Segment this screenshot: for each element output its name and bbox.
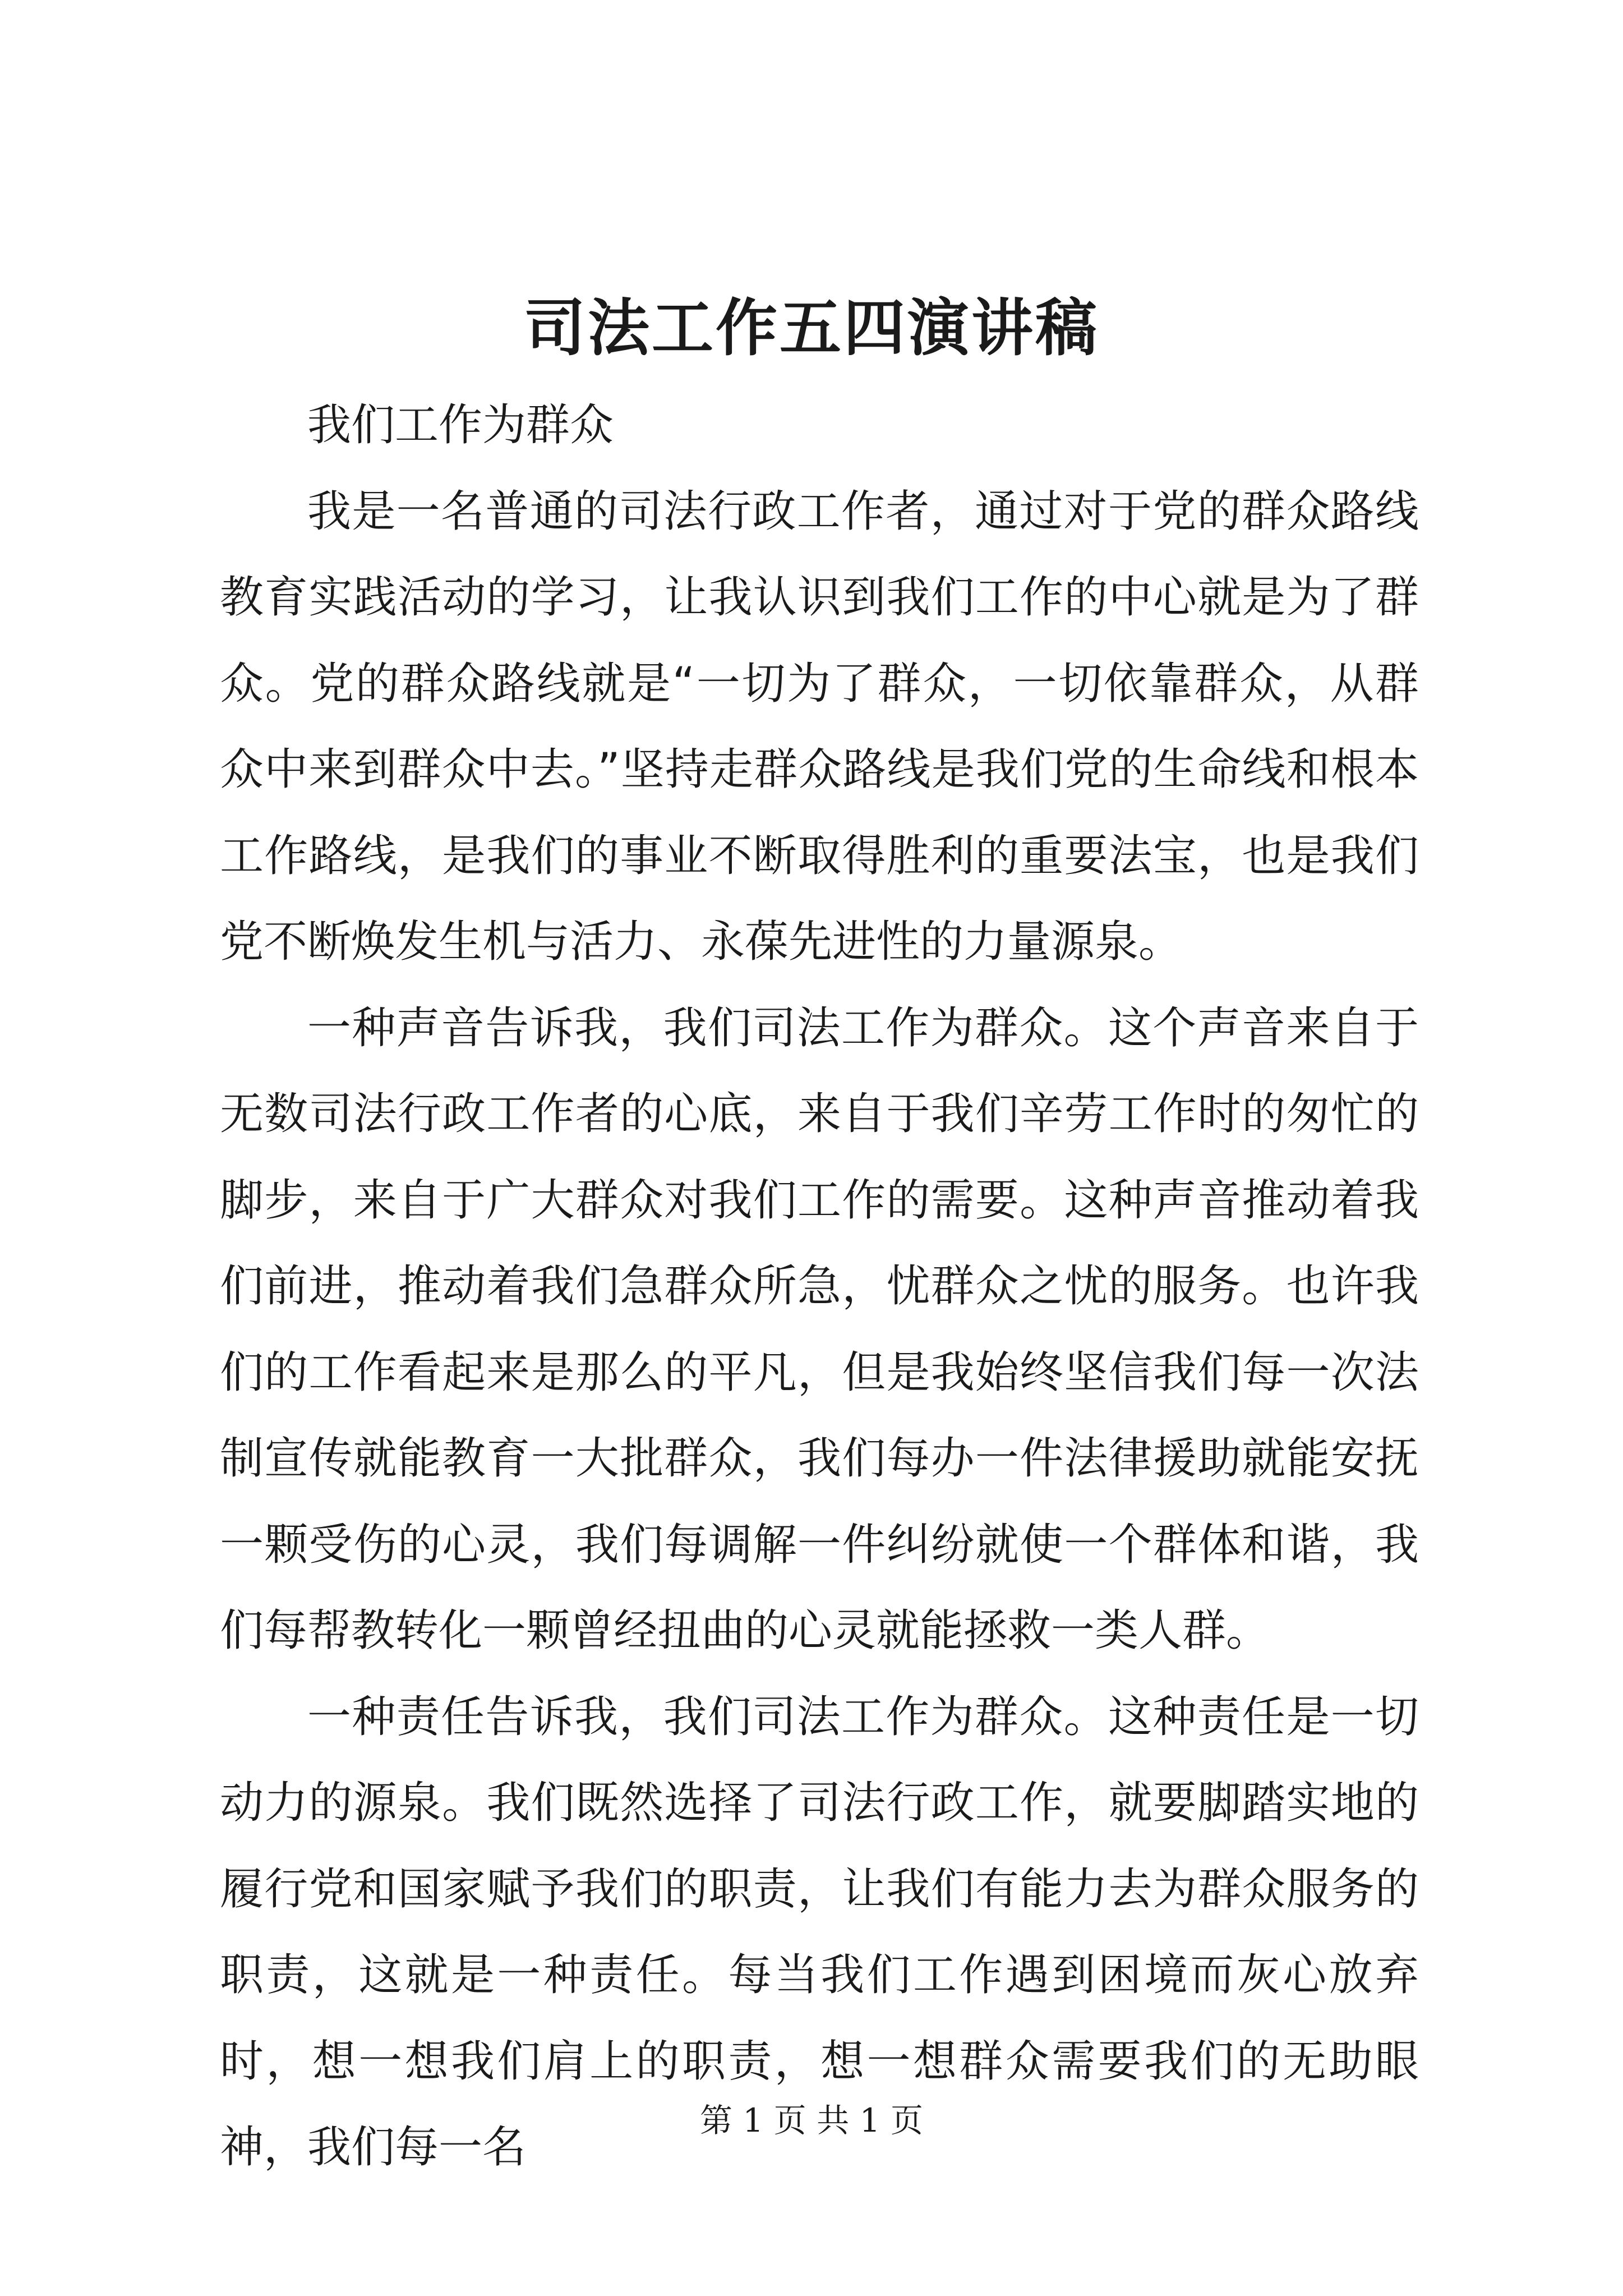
- document-title: 司法工作五四演讲稿: [524, 292, 1099, 364]
- page-footer: 第 1 页 共 1 页: [700, 2101, 923, 2139]
- paragraph: 一种声音告诉我，我们司法工作为群众。这个声音来自于无数司法行政工作者的心底，来自于我们辛劳工作时的匆忙的脚步，来自于广大群众对我们工作的需要。这种声音推动着我们前进，推动着我们急群众所急，忧群众之忧的服务。也许我们的工作看起来是那么的平凡，但是我始终坚信我们每一次法制宣传就能教育一大批群众，我们每办一件法律援助就能安抚一颗受伤的心灵，我们每调解一件纠纷就使一个群体和谐，我们每帮教转化一颗曾经扭曲的心灵就能拯救一类人群。: [220, 1002, 1419, 1656]
- paragraph-subtitle: 我们工作为群众: [307, 400, 614, 450]
- paragraph: 一种责任告诉我，我们司法工作为群众。这种责任是一切动力的源泉。我们既然选择了司法行政工作，就要脚踏实地的履行党和国家赋予我们的职责，让我们有能力去为群众服务的职责，这就是一种责任。每当我们工作遇到困境而灰心放弃时，想一想我们肩上的职责，想一想群众需要我们的无助眼神，我们每一名: [220, 1691, 1419, 2173]
- document-body: [220, 383, 1419, 2191]
- paragraph: 我是一名普通的司法行政工作者，通过对于党的群众路线教育实践活动的学习，让我认识到我们工作的中心就是为了群众。党的群众路线就是“一切为了群众，一切依靠群众，从群众中来到群众中去。”坚持走群众路线是我们党的生命线和根本工作路线，是我们的事业不断取得胜利的重要法宝，也是我们党不断焕发生机与活力、永葆先进性的力量源泉。: [220, 486, 1419, 967]
